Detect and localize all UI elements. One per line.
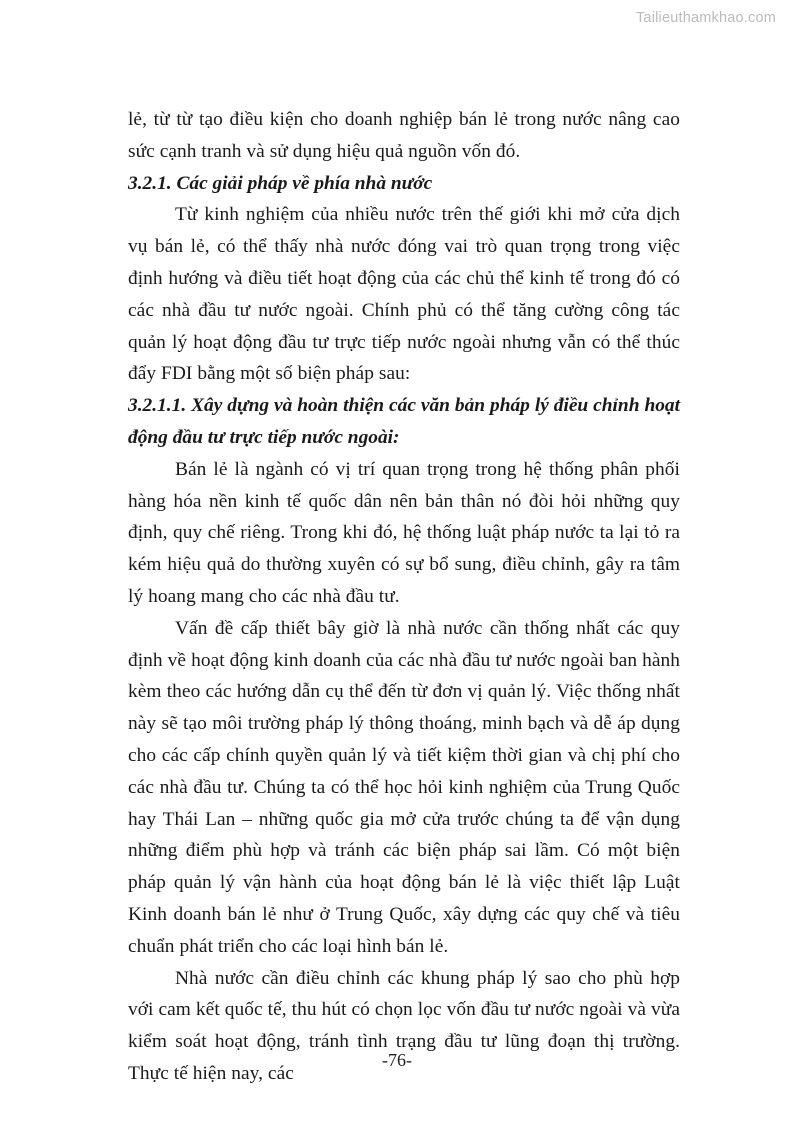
paragraph-continued: lẻ, từ từ tạo điều kiện cho doanh nghiệp bán lẻ trong nước nâng cao sức cạnh tranh và sử dụng hiệu quả nguồn vốn đó. <box>128 109 680 162</box>
page-number: -76- <box>382 1050 412 1070</box>
paragraph-3: Vấn đề cấp thiết bây giờ là nhà nước cần thống nhất các quy định về hoạt động kinh doanh của các nhà đầu tư nước ngoài ban hành kèm theo các hướng dẫn cụ thể đến từ đơn vị quản lý. Việc thống nhất này sẽ tạo môi trường pháp lý thông thoáng, minh bạch và dễ áp dụng cho các cấp chính quyền quản lý và tiết kiệm thời gian và chị phí cho các nhà đầu tư. Chúng ta có thể học hỏi kinh nghiệm của Trung Quốc hay Thái Lan – những quốc gia mở cửa trước chúng ta để vận dụng những điểm phù hợp và tránh các biện pháp sai lầm. Có một biện pháp quản lý vận hành của hoạt động bán lẻ là việc thiết lập Luật Kinh doanh bán lẻ như ở Trung Quốc, xây dựng các quy chế và tiêu chuẩn phát triển cho các loại hình bán lẻ. <box>128 617 680 957</box>
paragraph-4: Nhà nước cần điều chỉnh các khung pháp lý sao cho phù hợp với cam kết quốc tế, thu hút có chọn lọc vốn đầu tư nước ngoài và vừa kiểm soát hoạt động, tránh tình trạng đầu tư lũng đoạn thị trường. Thực tế hiện nay, các <box>128 967 680 1084</box>
page-content <box>128 104 680 1090</box>
heading-section-3-2-1-1: 3.2.1.1. Xây dựng và hoàn thiện các văn bản pháp lý điều chỉnh hoạt động đầu tư trực tiếp nước ngoài: <box>128 395 680 448</box>
watermark-text: Tailieuthamkhao.com <box>635 10 776 26</box>
paragraph-1: Từ kinh nghiệm của nhiều nước trên thế giới khi mở cửa dịch vụ bán lẻ, có thể thấy nhà nước đóng vai trò quan trọng trong việc định hướng và điều tiết hoạt động của các chủ thể kinh tế trong đó có các nhà đầu tư nước ngoài. Chính phủ có thể tăng cường công tác quản lý hoạt động đầu tư trực tiếp nước ngoài nhưng vẫn có thể thúc đẩy FDI bằng một số biện pháp sau: <box>128 204 680 385</box>
heading-section-3-2-1: 3.2.1. Các giải pháp về phía nhà nước <box>128 172 433 194</box>
paragraph-2: Bán lẻ là ngành có vị trí quan trọng trong hệ thống phân phối hàng hóa nền kinh tế quốc dân nên bản thân nó đòi hỏi những quy định, quy chế riêng. Trong khi đó, hệ thống luật pháp nước ta lại tỏ ra kém hiệu quả do thường xuyên có sự bổ sung, điều chỉnh, gây ra tâm lý hoang mang cho các nhà đầu tư. <box>128 458 680 607</box>
